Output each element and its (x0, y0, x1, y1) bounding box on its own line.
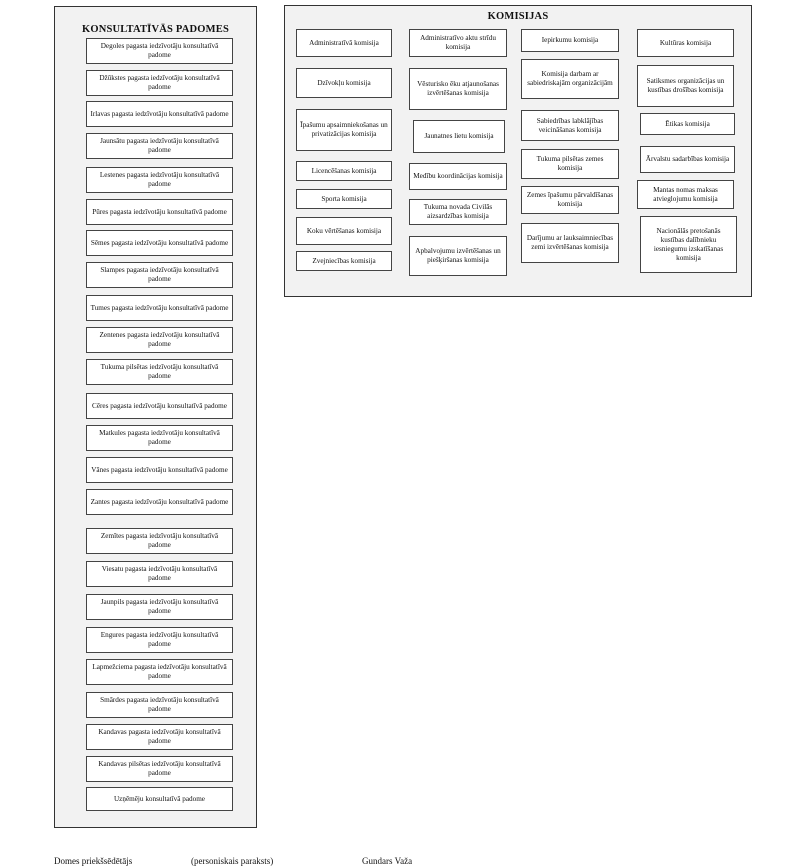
commission-box: Satiksmes organizācijas un kustības drošības komisija (637, 65, 734, 107)
commission-box: Ārvalstu sadarbības komisija (640, 146, 735, 173)
council-box: Uzņēmēju konsultatīvā padome (86, 787, 233, 811)
council-box: Zentenes pagasta iedzīvotāju konsultatīvā padome (86, 327, 233, 353)
commissions-panel (284, 5, 752, 297)
council-box: Slampes pagasta iedzīvotāju konsultatīvā padome (86, 262, 233, 288)
council-box: Sēmes pagasta iedzīvotāju konsultatīvā padome (86, 230, 233, 256)
commission-box: Tukuma novada Civilās aizsardzības komisija (409, 199, 507, 225)
council-box: Kandavas pagasta iedzīvotāju konsultatīvā padome (86, 724, 233, 750)
signatory-name: Gundars Važa (362, 856, 413, 866)
council-box: Cēres pagasta iedzīvotāju konsultatīvā padome (86, 393, 233, 419)
commission-box: Administratīvā komisija (296, 29, 392, 57)
council-box: Džūkstes pagasta iedzīvotāju konsultatīvā padome (86, 70, 233, 96)
commission-box: Ētikas komisija (640, 113, 735, 135)
signature-note: (personiskais paraksts) (191, 856, 274, 866)
commissions-title: KOMISIJAS (487, 11, 549, 22)
advisory-councils-panel (54, 6, 257, 828)
council-box: Jaunpils pagasta iedzīvotāju konsultatīvā padome (86, 594, 233, 620)
commission-box: Nacionālās pretošanās kustības dalībnieku iesniegumu izskatīšanas komisija (640, 216, 737, 273)
commission-box: Administratīvo aktu strīdu komisija (409, 29, 507, 57)
commission-box: Dzīvokļu komisija (296, 68, 392, 98)
commission-box: Tukuma pilsētas zemes komisija (521, 149, 619, 179)
council-box: Tumes pagasta iedzīvotāju konsultatīvā padome (86, 295, 233, 321)
commission-box: Apbalvojumu izvērtēšanas un piešķiršanas komisija (409, 236, 507, 276)
advisory-councils-title: KONSULTATĪVĀS PADOMES (81, 24, 230, 35)
commission-box: Sporta komisija (296, 189, 392, 209)
commission-box: Vēsturisko ēku atjaunošanas izvērtēšanas komisija (409, 68, 507, 110)
commission-box: Koku vērtēšanas komisija (296, 217, 392, 245)
commission-box: Iepirkumu komisija (521, 29, 619, 52)
commission-box: Jaunatnes lietu komisija (413, 120, 505, 153)
commission-box: Zemes īpašumu pārvaldīšanas komisija (521, 186, 619, 214)
commission-box: Īpašumu apsaimniekošanas un privatizācijas komisija (296, 109, 392, 151)
commission-box: Medību koordinācijas komisija (409, 163, 507, 190)
commission-box: Komisija darbam ar sabiedriskajām organizācijām (521, 59, 619, 99)
commission-box: Sabiedrības labklājības veicināšanas komisija (521, 110, 619, 141)
council-box: Lapmežciema pagasta iedzīvotāju konsultatīvā padome (86, 659, 233, 685)
commission-box: Darījumu ar lauksaimniecības zemi izvērtēšanas komisija (521, 223, 619, 263)
council-box: Matkules pagasta iedzīvotāju konsultatīvā padome (86, 425, 233, 451)
council-box: Lestenes pagasta iedzīvotāju konsultatīvā padome (86, 167, 233, 193)
council-box: Zantes pagasta iedzīvotāju konsultatīvā padome (86, 489, 233, 515)
signatory-position: Domes priekšsēdētājs (54, 856, 133, 866)
council-box: Kandavas pilsētas iedzīvotāju konsultatīvā padome (86, 756, 233, 782)
council-box: Engures pagasta iedzīvotāju konsultatīvā padome (86, 627, 233, 653)
council-box: Viesatu pagasta iedzīvotāju konsultatīvā padome (86, 561, 233, 587)
commission-box: Mantas nomas maksas atvieglojumu komisija (637, 180, 734, 209)
council-box: Smārdes pagasta iedzīvotāju konsultatīvā padome (86, 692, 233, 718)
commission-box: Zvejniecības komisija (296, 251, 392, 271)
council-box: Irlavas pagasta iedzīvotāju konsultatīvā padome (86, 101, 233, 127)
council-box: Vānes pagasta iedzīvotāju konsultatīvā padome (86, 457, 233, 483)
council-box: Degoles pagasta iedzīvotāju konsultatīvā padome (86, 38, 233, 64)
council-box: Zemītes pagasta iedzīvotāju konsultatīvā padome (86, 528, 233, 554)
council-box: Pūres pagasta iedzīvotāju konsultatīvā padome (86, 199, 233, 225)
commission-box: Kultūras komisija (637, 29, 734, 57)
commission-box: Licencēšanas komisija (296, 161, 392, 181)
council-box: Jaunsātu pagasta iedzīvotāju konsultatīvā padome (86, 133, 233, 159)
council-box: Tukuma pilsētas iedzīvotāju konsultatīvā padome (86, 359, 233, 385)
